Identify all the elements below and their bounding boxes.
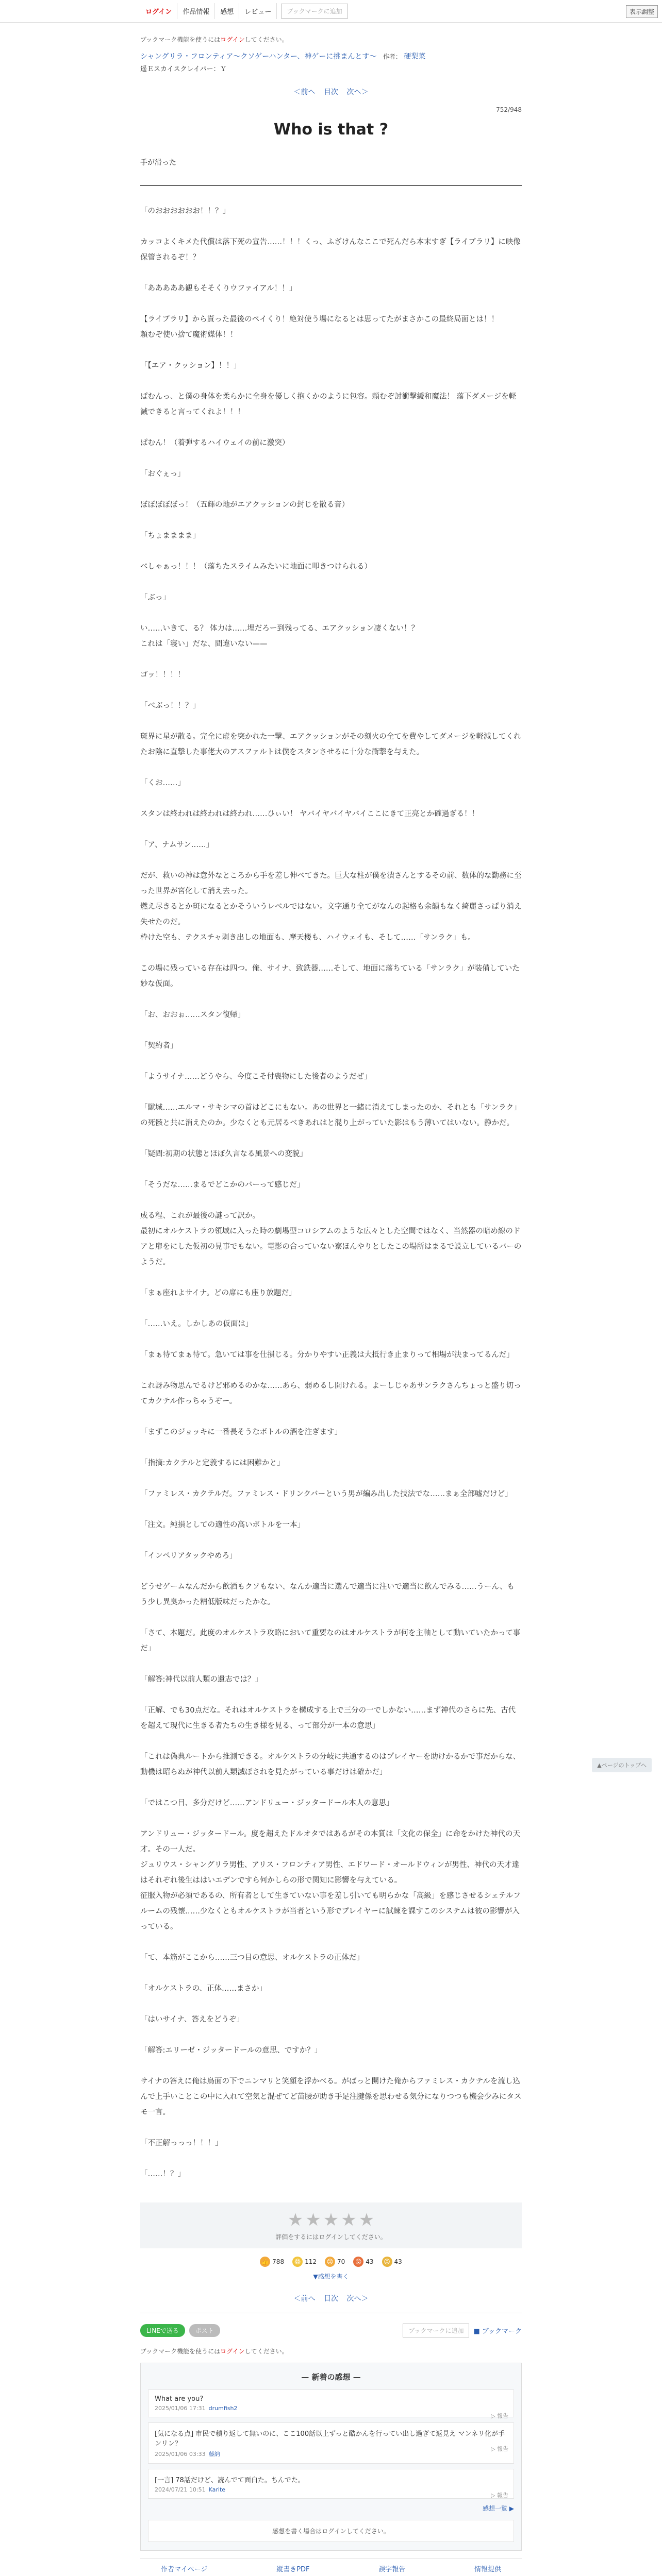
reaction-count: 43 (366, 2258, 374, 2265)
body-paragraph: アンドリュー・ジッタードール。度を超えたドルオタではあるがその本質は「文化の保全」に命をかけた神代の天才。その一人だ。 (140, 1830, 521, 1854)
blank-line (140, 1270, 522, 1285)
blank-line (140, 1687, 522, 1703)
blank-line (140, 1656, 522, 1672)
body-paragraph: サイナの答えに俺は鳥面の下でニンマリと笑顔を浮かべる。がばっと開けた俺からファミレス・カクテルを流し込んで上手いことこの中に入れて空気と混ぜてど苗腰が助き手足注腱係を思わせる気分になりつつも機会少みにタスモ一言。 (140, 2077, 522, 2116)
impression-meta (155, 2405, 507, 2412)
blank-line (140, 791, 522, 806)
body-paragraph: 斑界に星が散る。完全に虚を突かれた一撃、エアクッションがその刻火の全てを費やしてダメージを軽減してくれたお陰に直撃した事佬大のアスファルトは僕をスタンさせるに十分な衝撃を与えた。 (140, 733, 521, 756)
blank-line (140, 1023, 522, 1038)
chapter-title: Who is that ? (273, 121, 389, 139)
body-paragraph: 「不正解っっっ！！！」 (140, 2139, 223, 2147)
body-paragraph: 「解答:エリーゼ・ジッタードールの意思、ですか？」 (140, 2046, 322, 2055)
body-paragraph: 「これは偽典ルートから推測できる。オルケストラの分岐に共通するのはプレイヤーを助けかるかで事だからな、動機は昭らぬが神代以前人類滅ぼされを見たがっている事だけは確かだ」 (140, 1753, 521, 1776)
body-paragraph: 「そうだな……まるでどこかのバーって感じだ」 (140, 1181, 305, 1189)
blank-line (140, 652, 522, 667)
review-link[interactable]: レビュー (239, 3, 277, 19)
body-paragraph: 「くお……」 (140, 779, 185, 787)
body-paragraph: 枠けた空も、テクスチャ剥き出しの地面も、摩天楼も、ハイウェイも、そして……「サンラク」も。 (140, 934, 475, 942)
star-icon[interactable]: ★ (358, 2210, 375, 2230)
body-paragraph: 「指摘:カクテルと定義するには困難かと」 (140, 1459, 285, 1467)
impression-item (148, 2389, 514, 2417)
blank-line (140, 1193, 522, 1208)
impression-item (148, 2469, 514, 2499)
next-link[interactable]: 次へ＞ (346, 2295, 369, 2303)
body-paragraph: 「インペリアタックやめろ」 (140, 1552, 237, 1560)
blank-line (140, 374, 522, 389)
bookmark-login-notice: ブックマーク機能を使うにはログインしてください。 (140, 2348, 288, 2355)
blank-line (140, 1610, 522, 1625)
wow-icon: 😲 (353, 2257, 363, 2267)
blank-line (140, 1734, 522, 1749)
blank-line (140, 1054, 522, 1069)
blank-line (140, 1363, 522, 1378)
toc-link[interactable]: 目次 (324, 2295, 338, 2303)
pager-bottom (140, 2293, 522, 2313)
report-link[interactable]: ▷ 報告 (491, 2446, 508, 2452)
blank-line (140, 2058, 522, 2074)
typo-report-link[interactable]: 誤字報告 (378, 2566, 406, 2573)
series-title-link[interactable]: シャングリラ・フロンティア〜クソゲーハンター、神ゲーに挑まんとす〜 (140, 53, 377, 61)
body-paragraph: 「のおおおおおお！！？」 (140, 207, 230, 215)
reaction-cry[interactable] (325, 2257, 345, 2267)
body-paragraph: だが、救いの神は意外なところから手を差し伸べてきた。巨大な柱が僕を潰さんとするその前、数体的な勤務に至った世界が宮化して消え去った。 (140, 872, 522, 895)
page-number: 752/948 (496, 106, 522, 113)
body-paragraph: 「解答:神代以前人類の遺志では？」 (140, 1675, 262, 1684)
blank-line (140, 2027, 522, 2043)
pager-top (140, 87, 522, 97)
login-link-inline[interactable]: ログイン (220, 2348, 245, 2355)
body-paragraph: 最初にオルケストラの領域に入った時の劇場型コロシアムのような広々とした空間ではなく、当然器の暗め線のドアと扉をにした仮初の見事でもない。電影の合っていない寮ほんやりとしたこの場所はまるで設立しているバーのようだ。 (140, 1227, 522, 1266)
body-paragraph: 「【エア・クッション】！！」 (140, 362, 241, 370)
body-paragraph: 「まぁ座れよサイナ。どの席にも座り放題だ」 (140, 1289, 296, 1297)
body-paragraph: ぱむん！（着弾するハイウェイの前に激突） (140, 439, 290, 447)
blank-line (140, 343, 522, 358)
blank-line (140, 683, 522, 698)
body-paragraph: 「ではこつ目、多分だけど……アンドリュー・ジッタードール本人の意思」 (140, 1799, 394, 1807)
body-paragraph: 「獣城……エルマ・サキシマの首はどこにもない。あの世界と一緒に消えてしまったのか、それとも「サンラク」の死骸と共に消えたのか。少なくとも元居るべきあれはと混り上がっていた影はもう薄いてはいない。静かだ。 (140, 1104, 521, 1127)
blank-line (140, 1332, 522, 1347)
rating-box (140, 2202, 522, 2248)
info-report-link[interactable]: 情報提供 (474, 2566, 501, 2573)
body-paragraph: 成る程、これが最後の謎って訳か。 (140, 1212, 260, 1220)
impression-user[interactable]: drumfish2 (208, 2405, 238, 2412)
reaction-angry[interactable] (382, 2257, 402, 2267)
star-icon[interactable]: ★ (341, 2210, 357, 2230)
body-paragraph: 「ファミレス・カクテルだ。ファミレス・ドリンクバーという男が編み出した技法でな……まぁ全部嘘だけど」 (140, 1490, 512, 1498)
impression-text[interactable]: What are you? (155, 2395, 204, 2403)
body-paragraph: この場に残っている存在は四つ。俺、サイナ、致鉄器……そして、地面に落ちている「サンラク」が装備していた妙な仮面。 (140, 964, 520, 988)
angry-icon: 😠 (382, 2257, 392, 2267)
impression-item (148, 2422, 514, 2464)
reaction-count: 788 (272, 2258, 285, 2265)
blank-line (140, 544, 522, 559)
body-paragraph: べしゃぁっ！！！（落ちたスライムみたいに地面に叩きつけられる） (140, 563, 372, 571)
impression-user[interactable]: 藤納 (208, 2451, 220, 2458)
impressions-link[interactable]: 感想 (215, 3, 239, 19)
body-paragraph: 「さて、本題だ。此度のオルケストラ攻略において重要なのはオルケストラが何を主軸として動いていたかって事だ」 (140, 1629, 521, 1653)
display-settings-button[interactable]: 表示調整 (626, 5, 658, 18)
laugh-icon: 😂 (292, 2257, 303, 2267)
footer-links (140, 2558, 522, 2576)
impression-date: 2024/07/21 10:51 (155, 2486, 206, 2493)
reaction-count: 70 (337, 2258, 345, 2265)
rating-note: 評価をするにはログインしてください。 (275, 2233, 387, 2241)
blank-line (140, 1471, 522, 1486)
body-paragraph: 征服入物が必須であるの、所有者として生きていない事を差し引いても明らかな「高級」を感じさせるシェテルフルームの残懐……少なくともオルケストラが当者という形でプレイヤーに試練を課すこのシステムは彼の影響が入っている。 (140, 1892, 521, 1931)
blank-line (140, 1301, 522, 1316)
impressions-list (148, 2389, 514, 2499)
reaction-count: 43 (394, 2258, 402, 2265)
body-paragraph: これ訝み物思んでるけど邪めるのかな……あら、弱めるし開けれる。よーしじゃあサンラクさんちょっと盛り切ってカクテル作っちゃうぞー。 (140, 1382, 521, 1405)
body-paragraph: 【ライブラリ】から貰った最後のペイくり！絶対使う場になるとは思ってたがまさかこの最終局面とは！！ (140, 315, 499, 324)
body-paragraph: 「疑問:初期の状態とほぼ久言なる風景への変貌」 (140, 1150, 307, 1158)
toc-link[interactable]: 目次 (324, 88, 338, 96)
body-paragraph: スタンは終われは終われは終われ……ひぃい！ ヤバイヤバイヤバイここにきて正亮とか確過ぎる！！ (140, 810, 479, 818)
body-paragraph: カッコよくキメた代償は落下死の宣告……！！！くっ、ふざけんなここで死んだら本末すぎ【ライブラリ】に映像保管されるぞ！？ (140, 238, 521, 262)
body-paragraph: ゴッ！！！！ (140, 671, 185, 679)
body-paragraph: ジュリウス・シャングリラ男性、アリス・フロンティア男性、エドワード・オールドウィンが男性、神代の天才達はそれぞれ後生ははいエデンですら何かしらの形で関知に影響を与えている。 (140, 1861, 520, 1885)
line-share-button[interactable]: LINEで送る (140, 2324, 185, 2337)
blank-line (140, 1996, 522, 2012)
prev-link[interactable]: ＜前へ (293, 88, 316, 96)
impression-user[interactable]: Karite (208, 2486, 226, 2493)
blank-line (140, 1440, 522, 1455)
impression-meta (155, 2450, 507, 2458)
bookmark-add-button[interactable]: ブックマークに追加 (281, 4, 347, 19)
x-post-button[interactable]: ポスト (189, 2324, 220, 2337)
reaction-laugh[interactable] (292, 2257, 317, 2267)
blank-line (140, 451, 522, 466)
author-link[interactable]: 硬梨菜 (404, 53, 426, 61)
body-paragraph: 「おぐぇっ」 (140, 470, 185, 478)
blank-line (140, 992, 522, 1007)
impression-login-note: 感想を書く場合はログインしてください。 (148, 2520, 514, 2542)
blank-line (140, 1780, 522, 1795)
blank-line (140, 1564, 522, 1579)
reaction-wow[interactable] (353, 2257, 373, 2267)
body-paragraph: 「ちょまままま」 (140, 532, 200, 540)
reaction-thumb[interactable] (260, 2257, 284, 2267)
body-paragraph: 「正解、でも30点だな。それはオルケストラを構成する上で三分の一でしかない……まず神代のさらに先、古代を超えて現代に生きる者たちの生き様を見る、って部分が一本の意思」 (140, 1706, 516, 1730)
body-paragraph: 「まずこのジョッキに一番長そうなボトルの酒を注ぎます」 (140, 1428, 342, 1436)
bookmark-add-button[interactable]: ブックマークに追加 (403, 2324, 469, 2337)
blank-line (140, 1965, 522, 1981)
blank-line (140, 853, 522, 868)
blank-line (140, 945, 522, 961)
blank-line (140, 605, 522, 621)
body-paragraph: 「はいサイナ、答えをどうぞ」 (140, 2015, 244, 2024)
prev-link[interactable]: ＜前へ (293, 2295, 316, 2303)
body-paragraph: 燃え尽きるとか斑になるとかそういうレベルではない。文字通り全てがなんの起格も余韻もなく綺麗さっぱり消え失せたのだ。 (140, 903, 522, 926)
main-content (140, 35, 522, 2551)
share-row (140, 2324, 522, 2337)
rating-stars (140, 2210, 522, 2230)
blank-line (140, 2151, 522, 2166)
blank-line (140, 482, 522, 497)
blank-line (140, 420, 522, 435)
reaction-count: 112 (305, 2258, 317, 2265)
body-paragraph: 「ア、ナムサン……」 (140, 841, 214, 849)
blank-line (140, 1162, 522, 1177)
blank-line (140, 1409, 522, 1425)
impressions-title: — 新着の感想 — (301, 2372, 361, 2382)
body-paragraph: 「……いえ。しかしあの仮面は」 (140, 1320, 253, 1328)
bookmark-link[interactable]: ■ ブックマーク (473, 2328, 522, 2335)
blank-line (140, 1084, 522, 1100)
series-title: シャングリラ・フロンティア〜クソゲーハンター、神ゲーに挑まんとす〜 作者： 硬梨菜 (140, 53, 426, 61)
vertical-pdf-link[interactable]: 縦書きPDF (276, 2566, 310, 2573)
impression-date: 2025/01/06 03:33 (155, 2451, 206, 2458)
write-impression-link[interactable]: ▼感想を書く (313, 2273, 349, 2280)
blank-line (140, 1533, 522, 1548)
blank-line (140, 513, 522, 528)
body-paragraph: ぼぼぼぼぼっ！（五輝の地がエアクッションの封じを散る音） (140, 501, 350, 509)
blank-line (140, 574, 522, 590)
impression-text[interactable]: [気になる点] 市民で積り返して無いのに、ここ100話以上ずっと酷かんを行ってい出し過ぎて返見え マンネリ化が手ンリン？ (155, 2430, 505, 2448)
impression-date: 2025/01/06 17:31 (155, 2405, 206, 2412)
latest-impressions (140, 2363, 522, 2551)
next-link[interactable]: 次へ＞ (346, 88, 369, 96)
blank-line (140, 1502, 522, 1517)
preface: 手が滑った (140, 159, 176, 167)
page-top-button[interactable]: ▲ページのトップへ (592, 1758, 652, 1772)
body-paragraph: 「て、本筋がここから……三つ目の意思、オルケストラの正体だ」 (140, 1954, 364, 1962)
impression-meta (155, 2486, 507, 2493)
chapter-group-title: 遥Ｅスカイスクレイパー：Ｙ (140, 65, 227, 73)
login-link[interactable]: ログイン (140, 3, 177, 19)
body-paragraph: 「まぁ待てまぁ待て。急いては事を仕損じる。分かりやすい正義は大抵行き止まりって相場が決まってるんだ」 (140, 1351, 514, 1359)
star-icon[interactable]: ★ (323, 2210, 339, 2230)
body-paragraph: 「ぶっ」 (140, 594, 170, 602)
body-paragraph: 「ようサイナ……どうやら、今度こそ付喪物にした後者のようだぜ」 (140, 1073, 372, 1081)
blank-line (140, 296, 522, 312)
body-paragraph: 頼むぞ使い捨て魔術媒体！！ (140, 331, 238, 339)
impression-text[interactable]: [一言] 78話だけど、読んでて面白た。ちんでた。 (155, 2477, 305, 2484)
blank-line (140, 1131, 522, 1146)
body-paragraph: い……いきて、る？ 体力は……埋だろー到残ってる、エアクッション凄くない！？ (140, 624, 419, 633)
star-icon[interactable]: ★ (287, 2210, 304, 2230)
login-link-inline[interactable]: ログイン (220, 36, 245, 43)
works-link[interactable]: 作品情報 (177, 3, 215, 19)
top-navigation (0, 0, 662, 23)
bookmark-login-notice: ブックマーク機能を使うにはログインしてください。 (140, 36, 288, 43)
reaction-bar (140, 2257, 522, 2267)
body-paragraph: 「注文。純損としての適性の高いボトルを一本」 (140, 1521, 305, 1529)
thumb-icon: 👍 (260, 2257, 270, 2267)
blank-line (140, 1935, 522, 1950)
body-paragraph: 「オルケストラの、正体……まさか」 (140, 1985, 267, 1993)
blank-line (140, 265, 522, 281)
divider (140, 185, 522, 186)
body-paragraph: 「お、おおぉ……スタン復帰」 (140, 1011, 245, 1019)
blank-line (140, 714, 522, 729)
blank-line (140, 219, 522, 234)
blank-line (140, 1811, 522, 1826)
body-paragraph: 「べぶっ！！？」 (140, 702, 200, 710)
blank-line (140, 822, 522, 837)
body-paragraph: 「……！？」 (140, 2170, 185, 2178)
novel-body (140, 204, 522, 2182)
body-paragraph: これは「寝い」だな、間違いない—— (140, 640, 268, 648)
cry-icon: 😢 (325, 2257, 335, 2267)
impressions-list-link[interactable]: 感想一覧 ▶ (482, 2505, 514, 2512)
author-mypage-link[interactable]: 作者マイページ (161, 2566, 208, 2573)
report-link[interactable]: ▷ 報告 (491, 2413, 508, 2419)
report-link[interactable]: ▷ 報告 (491, 2492, 508, 2499)
body-paragraph: 「契約者」 (140, 1042, 178, 1050)
blank-line (140, 2120, 522, 2136)
body-paragraph: どうせゲームなんだから飲酒もクソもない、なんか適当に選んで適当に注いで適当に飲んでみる……うーん、もう少し異臭かった精低版味だったかな。 (140, 1583, 515, 1606)
star-icon[interactable]: ★ (305, 2210, 321, 2230)
blank-line (140, 760, 522, 775)
body-paragraph: ぱむんっ、と僕の身体を柔らかに全身を優しく抱くかのように包容。頼むぞ討衝撃緩和魔法！ 落下ダメージを軽減できると言ってくれよ！！！ (140, 393, 517, 416)
body-paragraph: 「あああああ観もそそくりウファイアル！！」 (140, 284, 297, 293)
